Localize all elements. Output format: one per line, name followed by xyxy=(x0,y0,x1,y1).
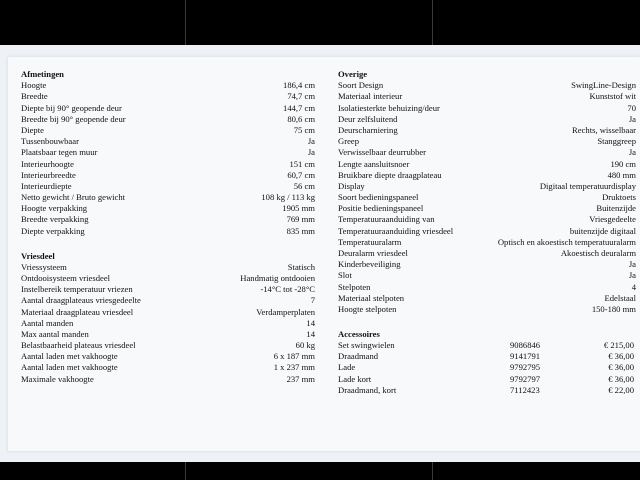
accessory-name: Set swingwielen xyxy=(338,340,395,351)
spec-value: 1 x 237 mm xyxy=(273,362,315,373)
spec-label: Maximale vakhoogte xyxy=(21,373,94,384)
spec-row xyxy=(338,125,636,136)
spec-row xyxy=(21,103,315,114)
spec-label: Kinderbeveiliging xyxy=(338,259,401,270)
spec-row xyxy=(21,91,315,102)
spec-row xyxy=(338,80,636,91)
spec-label: Belastbaarheid plateaus vriesdeel xyxy=(21,340,136,351)
spec-row xyxy=(338,304,636,315)
spec-label: Aantal laden met vakhoogte xyxy=(21,351,118,362)
accessory-row xyxy=(338,351,636,362)
accessory-code: 9792795 xyxy=(510,362,541,373)
spec-row xyxy=(338,270,636,281)
accessory-row xyxy=(338,374,636,385)
spec-row xyxy=(338,214,636,225)
spec-column-right xyxy=(338,69,636,396)
spec-label: Verwisselbaar deurrubber xyxy=(338,147,427,158)
spec-label: Deurscharniering xyxy=(338,124,398,135)
accessory-code: 9086846 xyxy=(510,340,541,351)
accessory-row xyxy=(338,362,636,373)
spec-value: 14 xyxy=(306,317,315,328)
spec-row xyxy=(338,91,636,102)
spec-label: Vriessysteem xyxy=(21,261,67,272)
spec-label: Lengte aansluitsnoer xyxy=(338,158,410,169)
spec-value: 237 mm xyxy=(286,373,315,384)
spec-label: Diepte verpakking xyxy=(21,225,85,236)
spec-row xyxy=(21,329,315,340)
spec-row xyxy=(21,226,315,237)
spec-row xyxy=(21,351,315,362)
spec-label: Aantal manden xyxy=(21,317,74,328)
spec-value: 56 cm xyxy=(293,180,315,191)
spec-row xyxy=(21,181,315,192)
spec-row xyxy=(338,282,636,293)
spec-value: Rechts, wisselbaar xyxy=(572,124,636,135)
spec-value: 190 cm xyxy=(610,158,636,169)
spec-row xyxy=(21,295,315,306)
accessory-price: € 215,00 xyxy=(603,340,634,351)
spec-row xyxy=(21,170,315,181)
spec-label: Materiaal interieur xyxy=(338,91,403,102)
spec-label: Interieurdiepte xyxy=(21,180,72,191)
section-title-afmetingen: Afmetingen xyxy=(21,69,64,79)
spec-value: Druktoets xyxy=(602,192,636,203)
spec-row xyxy=(338,114,636,125)
spec-value: Akoestisch deuralarm xyxy=(560,248,636,258)
spec-value: Vriesgedeelte xyxy=(589,214,636,225)
spec-row xyxy=(338,181,636,192)
spec-label: Hoogte xyxy=(21,80,47,91)
spec-value: 835 mm xyxy=(286,225,315,236)
spec-row xyxy=(21,273,315,284)
spec-label: Tussenbouwbaar xyxy=(21,136,79,147)
spec-value: 1905 mm xyxy=(282,203,315,214)
spec-value: Ja xyxy=(628,270,636,281)
spec-value: Ja xyxy=(628,113,636,124)
spec-label: Diepte xyxy=(21,124,44,135)
accessory-row xyxy=(338,385,636,396)
accessory-price: € 36,00 xyxy=(608,351,634,362)
spec-value: 74,7 cm xyxy=(287,91,315,102)
spec-value: 769 mm xyxy=(286,214,315,225)
spec-row xyxy=(21,284,315,295)
spec-value: 6 x 187 mm xyxy=(273,351,315,362)
accessory-price: € 36,00 xyxy=(608,373,634,384)
spec-value: Stanggreep xyxy=(597,136,636,147)
spec-row xyxy=(21,192,315,203)
spec-value: buitenzijde digitaal xyxy=(569,225,636,236)
spec-row xyxy=(21,340,315,351)
spec-panel xyxy=(8,57,640,451)
spec-row xyxy=(338,136,636,147)
section-vriesdeel xyxy=(21,262,315,385)
spec-row xyxy=(338,203,636,214)
spec-value: 108 kg / 113 kg xyxy=(261,192,315,203)
spec-row xyxy=(21,80,315,91)
accessory-name: Lade xyxy=(338,362,356,373)
spec-row xyxy=(338,248,636,259)
frame-line xyxy=(432,462,433,480)
frame-line xyxy=(432,0,433,45)
spec-value: Handmatig ontdooien xyxy=(240,272,315,283)
spec-label: Plaatsbaar tegen muur xyxy=(21,147,98,158)
spec-label: Isolatiesterkte behuizing/deur xyxy=(338,102,440,113)
accessory-code: 9141791 xyxy=(510,351,541,362)
section-afmetingen xyxy=(21,80,315,237)
spec-row xyxy=(21,374,315,385)
spec-label: Slot xyxy=(338,270,352,281)
spec-row xyxy=(338,237,636,248)
spec-row xyxy=(338,226,636,237)
accessory-price: € 36,00 xyxy=(608,362,634,373)
spec-label: Hoogte verpakking xyxy=(21,203,88,214)
section-overige xyxy=(338,80,636,315)
spec-value: Ja xyxy=(628,147,636,158)
spec-label: Interieurbreedte xyxy=(21,169,76,180)
frame-line xyxy=(185,0,186,45)
spec-row xyxy=(338,192,636,203)
accessory-code: 7112423 xyxy=(510,384,540,395)
spec-value: Kunststof wit xyxy=(589,91,636,102)
spec-value: Ja xyxy=(628,259,636,270)
spec-value: Optisch en akoestisch temperatuuralarm xyxy=(497,236,636,247)
spec-value: 7 xyxy=(310,295,315,306)
spec-value: Statisch xyxy=(287,261,315,272)
spec-label: Temperatuuraanduiding van xyxy=(338,214,435,225)
spec-label: Aantal draagplateaus vriesgedeelte xyxy=(21,295,141,306)
spec-label: Positie bedieningspaneel xyxy=(338,203,424,214)
spec-label: Temperatuuralarm xyxy=(338,236,402,247)
spec-label: Aantal laden met vakhoogte xyxy=(21,362,118,373)
frame-line xyxy=(185,462,186,480)
spec-value: Verdamperplaten xyxy=(256,306,315,317)
spec-label: Materiaal stelpoten xyxy=(338,292,405,303)
spec-column-left xyxy=(21,69,315,385)
spec-label: Deuralarm vriesdeel xyxy=(338,248,408,258)
spec-label: Max aantal manden xyxy=(21,328,89,339)
spec-row xyxy=(21,307,315,318)
spec-label: Hoogte stelpoten xyxy=(338,303,397,314)
spec-label: Breedte verpakking xyxy=(21,214,89,225)
spec-value: 4 xyxy=(631,281,636,292)
spec-value: 14 xyxy=(306,328,315,339)
spec-label: Diepte bij 90° geopende deur xyxy=(21,102,122,113)
accessory-price: € 22,00 xyxy=(608,384,634,395)
spec-row xyxy=(21,159,315,170)
spec-label: Interieurhoogte xyxy=(21,158,74,169)
section-title-accessoires: Accessoires xyxy=(338,328,380,339)
spec-row xyxy=(21,147,315,158)
spec-row xyxy=(21,362,315,373)
spec-value: 151 cm xyxy=(289,158,315,169)
spec-value: 80,6 cm xyxy=(287,113,315,124)
spec-label: Deur zelfsluitend xyxy=(338,113,398,124)
spec-label: Netto gewicht / Bruto gewicht xyxy=(21,192,126,203)
section-title-overige: Overige xyxy=(338,69,368,79)
spec-value: 480 mm xyxy=(607,169,636,180)
spec-value: Digitaal temperatuurdisplay xyxy=(539,180,636,191)
spec-value: Ja xyxy=(307,136,315,147)
spec-value: 186,4 cm xyxy=(283,80,315,91)
spec-value: 60,7 cm xyxy=(287,169,315,180)
spec-row xyxy=(21,318,315,329)
spec-label: Display xyxy=(338,180,365,191)
section-accessoires xyxy=(338,340,636,396)
spec-label: Instelbereik temperatuur vriezen xyxy=(21,284,133,295)
spec-value: Buitenzijde xyxy=(596,203,636,214)
spec-row xyxy=(21,203,315,214)
spec-value: 70 xyxy=(627,102,636,113)
spec-value: 144,7 cm xyxy=(283,102,315,113)
spec-label: Breedte xyxy=(21,91,48,102)
spec-row xyxy=(338,159,636,170)
spec-label: Soort Design xyxy=(338,80,384,91)
spec-label: Soort bedieningspaneel xyxy=(338,192,419,203)
spec-row xyxy=(338,103,636,114)
accessory-row xyxy=(338,340,636,351)
spec-row xyxy=(338,259,636,270)
spec-value: SwingLine-Design xyxy=(571,80,636,91)
spec-row xyxy=(338,170,636,181)
accessory-name: Lade kort xyxy=(338,373,372,384)
spec-label: Breedte bij 90° geopende deur xyxy=(21,113,126,124)
spec-row xyxy=(338,147,636,158)
accessory-name: Draadmand xyxy=(338,351,379,362)
spec-label: Stelpoten xyxy=(338,281,371,292)
spec-label: Greep xyxy=(338,136,359,147)
spec-row xyxy=(21,114,315,125)
spec-value: 75 cm xyxy=(293,124,315,135)
spec-label: Temperatuuraanduiding vriesdeel xyxy=(338,225,454,236)
spec-row xyxy=(21,214,315,225)
spec-row xyxy=(21,125,315,136)
spec-label: Ontdooisysteem vriesdeel xyxy=(21,272,111,283)
spec-row xyxy=(21,136,315,147)
spec-value: -14°C tot -28°C xyxy=(260,284,315,295)
spec-label: Bruikbare diepte draagplateau xyxy=(338,169,442,180)
spec-value: Ja xyxy=(307,147,315,158)
section-title-vriesdeel: Vriesdeel xyxy=(21,250,55,261)
spec-row xyxy=(21,262,315,273)
accessory-code: 9792797 xyxy=(510,373,541,384)
spec-value: 60 kg xyxy=(295,340,315,351)
spec-sheet xyxy=(0,45,640,462)
spec-label: Materiaal draagplateau vriesdeel xyxy=(21,306,134,317)
spec-value: 150-180 mm xyxy=(591,303,636,314)
accessory-name: Draadmand, kort xyxy=(338,384,397,395)
spec-row xyxy=(338,293,636,304)
spec-value: Edelstaal xyxy=(604,292,636,303)
